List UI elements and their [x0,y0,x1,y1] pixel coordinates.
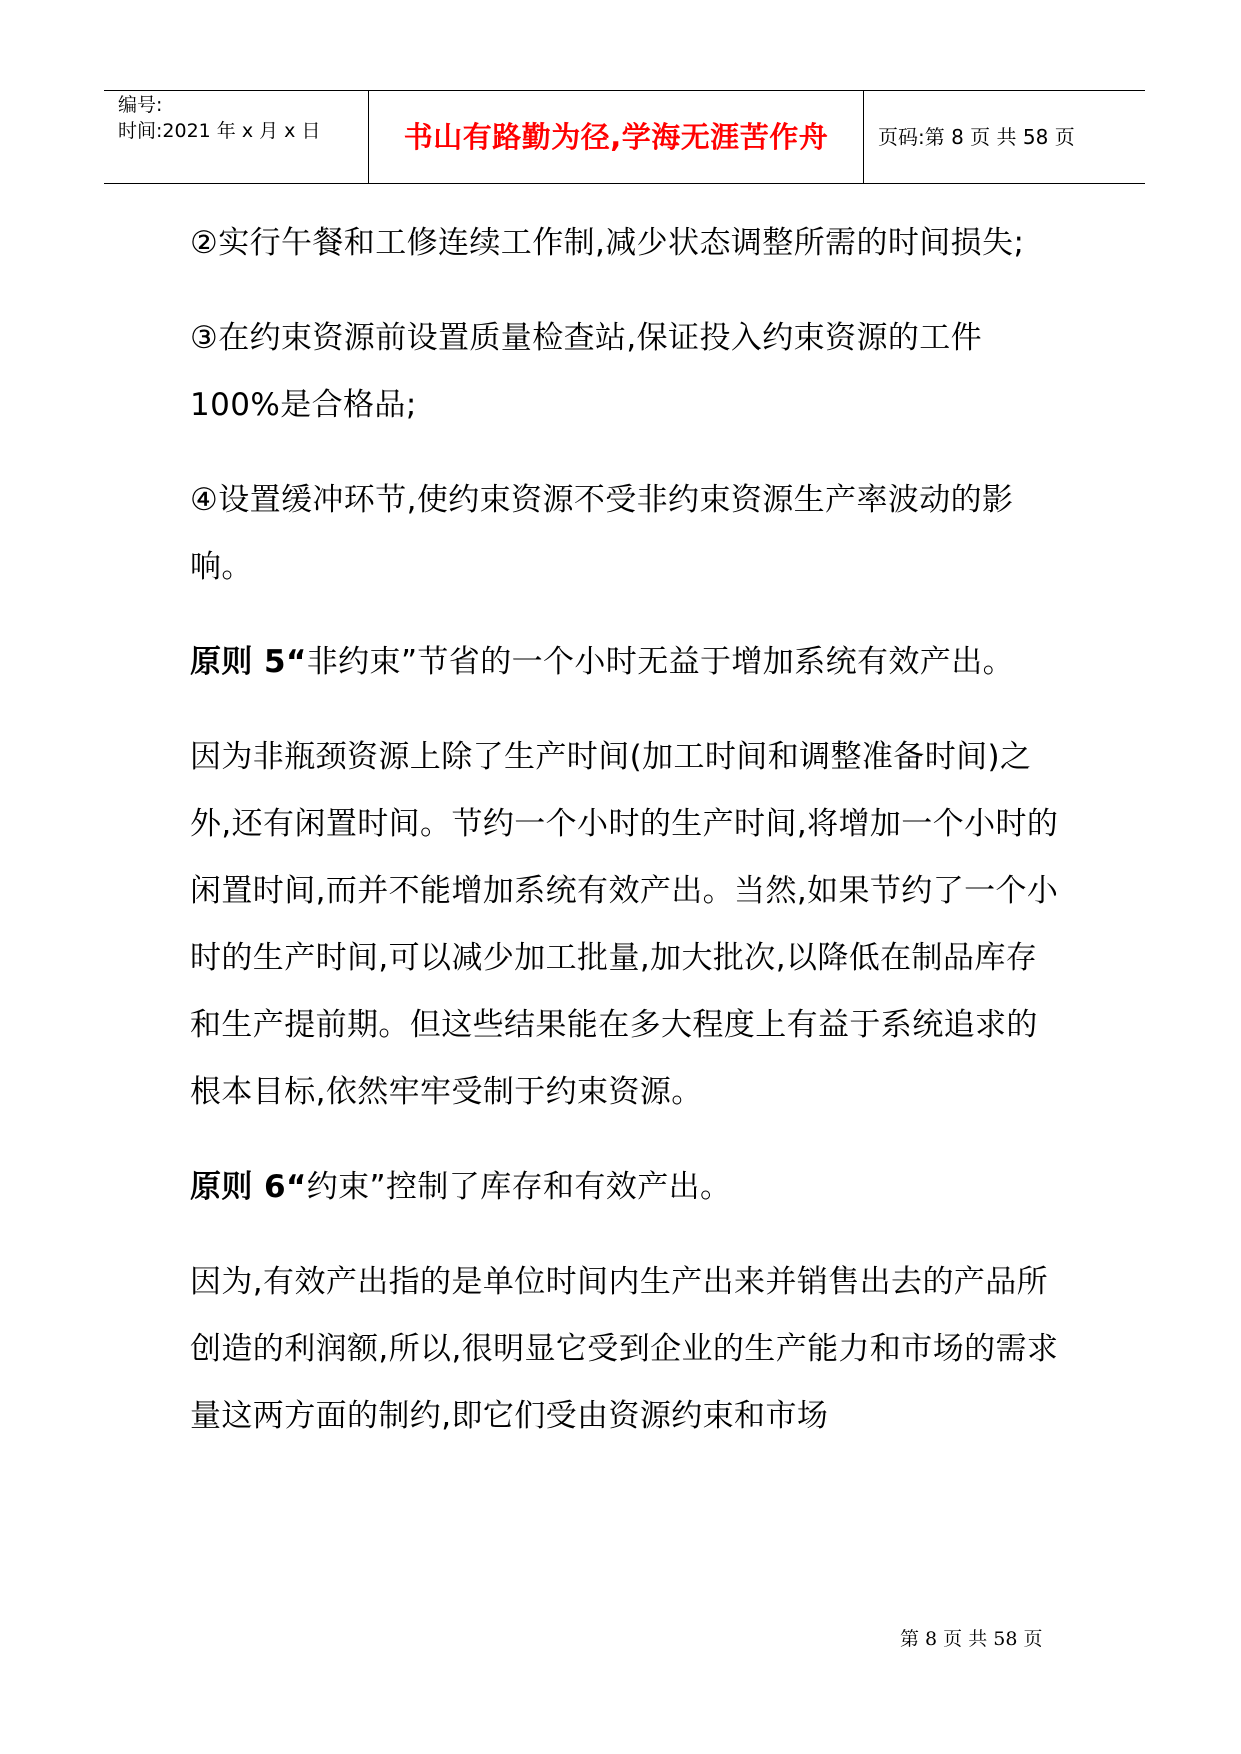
principle-label: 原则 5“ [190,644,307,680]
number-label: 编号: [118,94,163,116]
principle-5-explanation [190,724,1062,1126]
paragraph-text: ④设置缓冲环节,使约束资源不受非约束资源生产率波动的影响。 [190,482,1014,585]
page-header [104,90,1145,184]
paragraph-3 [190,305,1062,439]
time-label: 时间:2021 年 x 月 x 日 [118,120,321,142]
paragraph-text: 因为非瓶颈资源上除了生产时间(加工时间和调整准备时间)之外,还有闲置时间。节约一个小时的生产时间,将增加一个小时的闲置时间,而并不能增加系统有效产出。当然,如果节约了一个小时的生产时间,可以减少加工批量,加大批次,以降低在制品库存和生产提前期。但这些结果能在多大程度上有益于系统追求的根本目标,依然牢牢受制于约束资源。 [190,739,1059,1110]
page-info: 页码:第 8 页 共 58 页 [878,125,1075,149]
paragraph-text: ③在约束资源前设置质量检查站,保证投入约束资源的工件100%是合格品; [190,320,983,423]
principle-5-heading [190,629,1062,696]
paragraph-text: ②实行午餐和工修连续工作制,减少状态调整所需的时间损失; [190,225,1025,261]
header-meta-cell [104,91,369,183]
document-body [190,210,1062,1478]
page-footer: 第 8 页 共 58 页 [900,1628,1043,1650]
principle-text: 非约束”节省的一个小时无益于增加系统有效产出。 [306,644,1015,680]
paragraph-text: 因为,有效产出指的是单位时间内生产出来并销售出去的产品所创造的利润额,所以,很明显它受到企业的生产能力和市场的需求量这两方面的制约,即它们受由资源约束和市场 [190,1264,1059,1434]
motto: 书山有路勤为径,学海无涯苦作舟 [403,120,829,154]
paragraph-4 [190,467,1062,601]
principle-6-heading [190,1154,1062,1221]
header-page-cell [864,91,1145,183]
principle-6-explanation [190,1249,1062,1450]
header-motto-cell [369,91,864,183]
principle-text: 约束”控制了库存和有效产出。 [306,1169,732,1205]
principle-label: 原则 6“ [190,1169,307,1205]
paragraph-2 [190,210,1062,277]
